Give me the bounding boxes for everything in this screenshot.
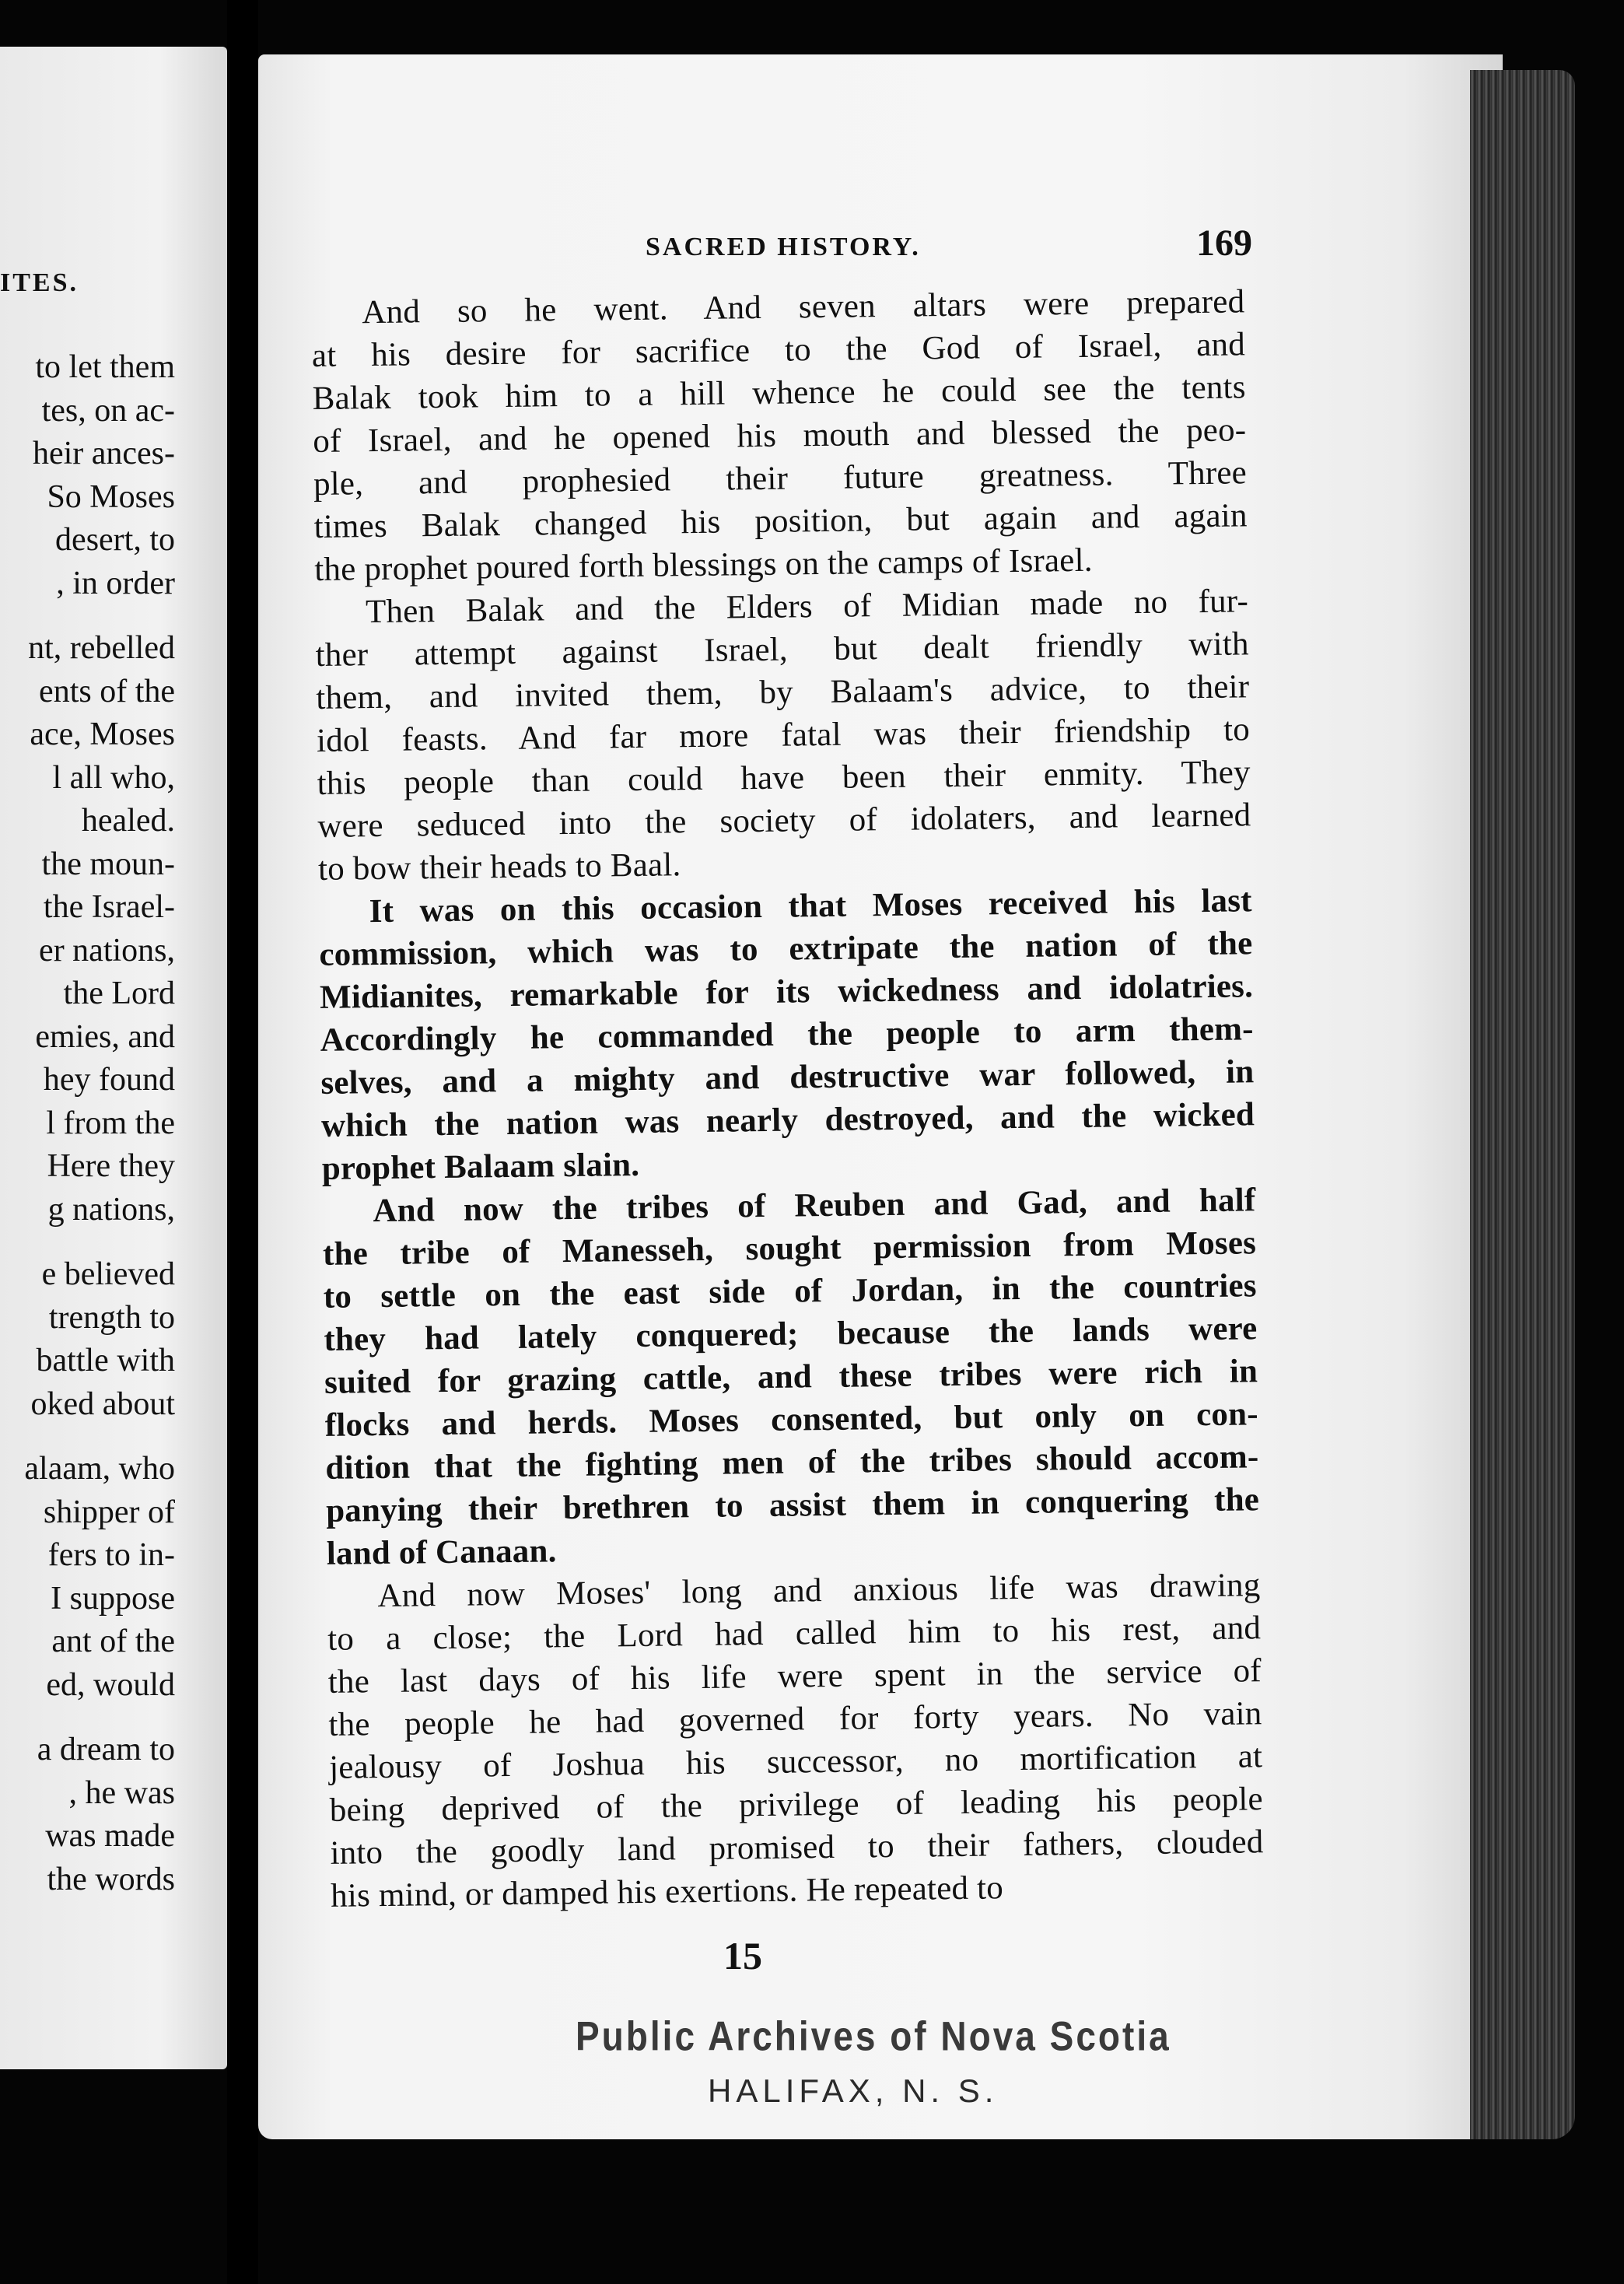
- text-line: jealousy of Joshua his successor, no mortification at: [328, 1738, 1263, 1786]
- left-text-line: was made: [45, 1818, 175, 1854]
- text-line: his mind, or damped his exertions. He repeated to: [330, 1869, 1004, 1914]
- left-text-line: hey found: [43, 1062, 175, 1098]
- left-text-line: , in order: [56, 565, 175, 601]
- text-line: ther attempt against Israel, but dealt friendly with: [315, 625, 1249, 674]
- text-line: at his desire for sacrifice to the God of Israel, and: [311, 326, 1246, 374]
- text-line: And so he went. And seven altars were prepared: [362, 283, 1245, 331]
- paragraph: [322, 1179, 1260, 1575]
- left-text-line: ant of the: [51, 1624, 175, 1659]
- text-line: they had lately conquered; because the lands were: [324, 1310, 1258, 1358]
- paragraph: [315, 580, 1252, 891]
- left-text-line: emies, and: [35, 1018, 175, 1055]
- body-text: [311, 280, 1264, 1918]
- page-number: 169: [1196, 222, 1252, 264]
- text-line: commission, which was to extripate the nation of the: [319, 925, 1253, 973]
- left-text-line: nt, rebelled: [28, 630, 175, 666]
- left-text-line: healed.: [81, 803, 175, 839]
- text-line: the prophet poured forth blessings on the camps of Israel.: [314, 541, 1093, 588]
- left-text-line: er nations,: [39, 932, 175, 969]
- left-text-line: ents of the: [39, 673, 175, 709]
- text-line: of Israel, and he opened his mouth and blessed the peo-: [313, 412, 1247, 460]
- left-text-line: to let them: [35, 349, 175, 385]
- left-text-line: a dream to: [37, 1732, 175, 1767]
- text-line: them, and invited them, by Balaam's advice, to their: [316, 668, 1250, 716]
- left-text-line: alaam, who: [24, 1451, 175, 1487]
- paragraph: [318, 879, 1255, 1190]
- paragraph-gap: [0, 1707, 175, 1729]
- left-text-line: oked about: [30, 1385, 175, 1422]
- text-line: selves, and a mighty and destructive war followed, in: [320, 1053, 1255, 1102]
- left-text-line: ed, would: [46, 1666, 175, 1703]
- text-line: idol feasts. And far more fatal was their friendship to: [316, 711, 1251, 759]
- left-text-line: battle with: [36, 1343, 175, 1378]
- text-line: ple, and prophesied their future greatness. Three: [313, 454, 1248, 503]
- text-line: And now Moses' long and anxious life was drawing: [377, 1567, 1261, 1615]
- left-text-line: So Moses: [47, 478, 175, 515]
- left-text-line: I suppose: [51, 1580, 175, 1617]
- text-line: It was on this occasion that Moses received his last: [369, 882, 1252, 930]
- text-line: being deprived of the privilege of leading his people: [329, 1781, 1264, 1829]
- stamp-line-2: HALIFAX, N. S.: [708, 2072, 999, 2109]
- text-line: flocks and herds. Moses consented, but only on con-: [324, 1396, 1259, 1444]
- page-header: [646, 222, 1252, 268]
- paragraph: [327, 1564, 1264, 1918]
- left-text-line: fers to in-: [47, 1537, 175, 1573]
- paragraph: [311, 280, 1248, 591]
- text-line: Accordingly he commanded the people to arm them-: [320, 1011, 1254, 1059]
- left-text-line: ace, Moses: [30, 716, 175, 752]
- signature-mark: 15: [723, 1934, 762, 1977]
- paragraph-gap: [0, 605, 175, 627]
- text-line: to a close; the Lord had called him to his rest, and: [327, 1610, 1262, 1658]
- left-text-line: l from the: [46, 1105, 175, 1141]
- text-line: were seduced into the society of idolaters, and learned: [317, 797, 1251, 845]
- text-line: suited for grazing cattle, and these tribes were rich in: [324, 1353, 1258, 1401]
- paragraph-gap: [0, 1426, 175, 1448]
- left-text-line: the Israel-: [43, 889, 175, 925]
- book-fore-edge: [1470, 70, 1575, 2139]
- text-line: Then Balak and the Elders of Midian made no fur-: [365, 583, 1249, 631]
- text-line: the people he had governed for forty years. No vain: [328, 1695, 1262, 1743]
- text-line: prophet Balaam slain.: [321, 1146, 640, 1187]
- text-line: which the nation was nearly destroyed, and the wicked: [320, 1096, 1255, 1144]
- text-line: panying their brethren to assist them in conquering the: [325, 1481, 1260, 1529]
- text-line: to settle on the east side of Jordan, in the countries: [323, 1267, 1257, 1315]
- left-text-line: the Lord: [63, 976, 175, 1011]
- text-line: Balak took him to a hill whence he could see the tents: [312, 369, 1246, 417]
- text-line: And now the tribes of Reuben and Gad, and half: [373, 1182, 1256, 1230]
- text-line: this people than could have been their enmity. They: [317, 754, 1251, 802]
- left-text-line: the moun-: [41, 846, 175, 882]
- left-text-line: , he was: [68, 1774, 175, 1811]
- text-line: dition that the fighting men of the tribes should accom-: [325, 1438, 1259, 1487]
- left-text-line: g nations,: [47, 1191, 175, 1228]
- text-line: the last days of his life were spent in the service of: [327, 1652, 1262, 1701]
- left-text-line: heir ances-: [32, 436, 175, 471]
- text-line: land of Canaan.: [326, 1533, 557, 1572]
- text-line: to bow their heads to Baal.: [317, 846, 681, 888]
- left-text-line: Here they: [47, 1148, 175, 1184]
- left-text-line: the words: [47, 1861, 175, 1897]
- text-line: times Balak changed his position, but again and again: [313, 497, 1248, 545]
- archive-stamp: [576, 2015, 1244, 2110]
- paragraph-gap: [0, 1231, 175, 1253]
- left-text-line: e believed: [41, 1256, 175, 1292]
- left-text-line: tes, on ac-: [41, 392, 175, 429]
- stamp-line-1: Public Archives of Nova Scotia: [576, 2013, 1171, 2059]
- left-text-line: l all who,: [52, 759, 175, 796]
- text-line: the tribe of Manesseh, sought permission from Moses: [322, 1224, 1257, 1273]
- book-gutter: [227, 0, 258, 2284]
- running-title: SACRED HISTORY.: [646, 233, 921, 261]
- left-text-line: desert, to: [55, 522, 175, 558]
- text-line: into the goodly land promised to their fathers, clouded: [330, 1823, 1264, 1872]
- left-running-title: ITES.: [0, 268, 79, 297]
- left-page: [0, 47, 227, 2069]
- left-page-text: [0, 346, 175, 1901]
- left-text-line: shipper of: [43, 1494, 175, 1530]
- left-text-line: trength to: [48, 1299, 175, 1336]
- text-line: Midianites, remarkable for its wickedness and idolatries.: [319, 968, 1254, 1016]
